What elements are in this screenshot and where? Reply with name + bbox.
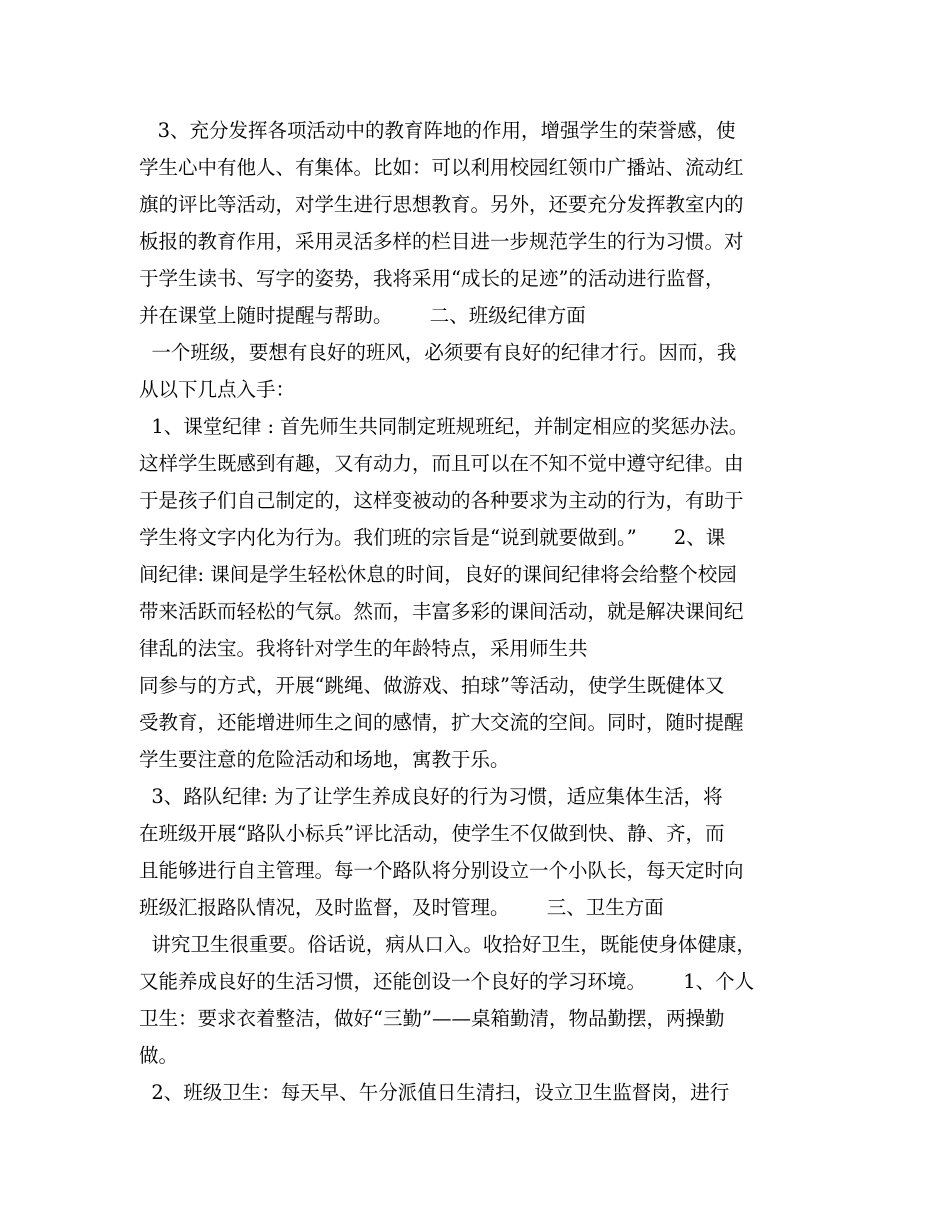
text-line: 于是孩子们自己制定的，这样变被动的各种要求为主动的行为，有助于 xyxy=(139,489,744,512)
text-line: 学生将文字内化为行为。我们班的宗旨是“说到就要做到。” 2、课 xyxy=(139,526,726,549)
text-line: 带来活跃而轻松的气氛。然而，丰富多彩的课间活动，就是解决课间纪 xyxy=(139,600,744,623)
text-line: 在班级开展“路队小标兵”评比活动，使学生不仅做到快、静、齐，而 xyxy=(139,822,725,845)
text-line: 并在课堂上随时提醒与帮助。 二、班级纪律方面 xyxy=(139,304,586,327)
text-line: 班级汇报路队情况，及时监督，及时管理。 三、卫生方面 xyxy=(139,896,664,919)
text-line: 间纪律: 课间是学生轻松休息的时间，良好的课间纪律将会给整个校园 xyxy=(139,563,737,586)
text-line: 又能养成良好的生活习惯，还能创设一个良好的学习环境。 1、个人 xyxy=(139,970,755,993)
text-line: 做。 xyxy=(139,1044,179,1067)
text-line: 于学生读书、写字的姿势，我将采用“成长的足迹”的活动进行监督， xyxy=(139,267,725,290)
text-line: 且能够进行自主管理。每一个路队将分别设立一个小队长，每天定时向 xyxy=(139,859,744,882)
text-line: 受教育，还能增进师生之间的感情，扩大交流的空间。同时，随时提醒 xyxy=(139,711,744,734)
text-line: 这样学生既感到有趣，又有动力，而且可以在不知不觉中遵守纪律。由 xyxy=(139,452,744,475)
text-line: 律乱的法宝。我将针对学生的年龄特点，采用师生共 xyxy=(139,637,588,660)
text-line: 讲究卫生很重要。俗话说，病从口入。收拾好卫生，既能使身体健康， xyxy=(139,933,756,956)
text-line: 旗的评比等活动，对学生进行思想教育。另外，还要充分发挥教室内的 xyxy=(139,193,744,216)
text-line: 一个班级，要想有良好的班风，必须要有良好的纪律才行。因而，我 xyxy=(139,341,737,364)
text-line: 板报的教育作用，采用灵活多样的栏目进一步规范学生的行为习惯。对 xyxy=(139,230,744,253)
text-line: 学生要注意的危险活动和场地，寓教于乐。 xyxy=(139,748,510,771)
text-line: 从以下几点入手： xyxy=(139,378,296,401)
text-line: 3、充分发挥各项活动中的教育阵地的作用，增强学生的荣誉感，使 xyxy=(139,119,736,142)
text-line: 同参与的方式，开展“跳绳、做游戏、拍球”等活动，使学生既健体又 xyxy=(139,674,725,697)
document-body xyxy=(139,112,819,1111)
text-line: 学生心中有他人、有集体。比如：可以利用校园红领巾广播站、流动红 xyxy=(139,156,744,179)
text-line: 3、路队纪律: 为了让学生养成良好的行为习惯，适应集体生活，将 xyxy=(139,785,723,808)
text-line: 卫生：要求衣着整洁，做好“三勤”——桌箱勤清，物品勤摆，两操勤 xyxy=(139,1007,725,1030)
text-line: 2、班级卫生：每天早、午分派值日生清扫，设立卫生监督岗，进行 xyxy=(139,1081,730,1104)
text-line: 1、课堂纪律 : 首先师生共同制定班规班纪，并制定相应的奖惩办法。 xyxy=(139,415,749,438)
